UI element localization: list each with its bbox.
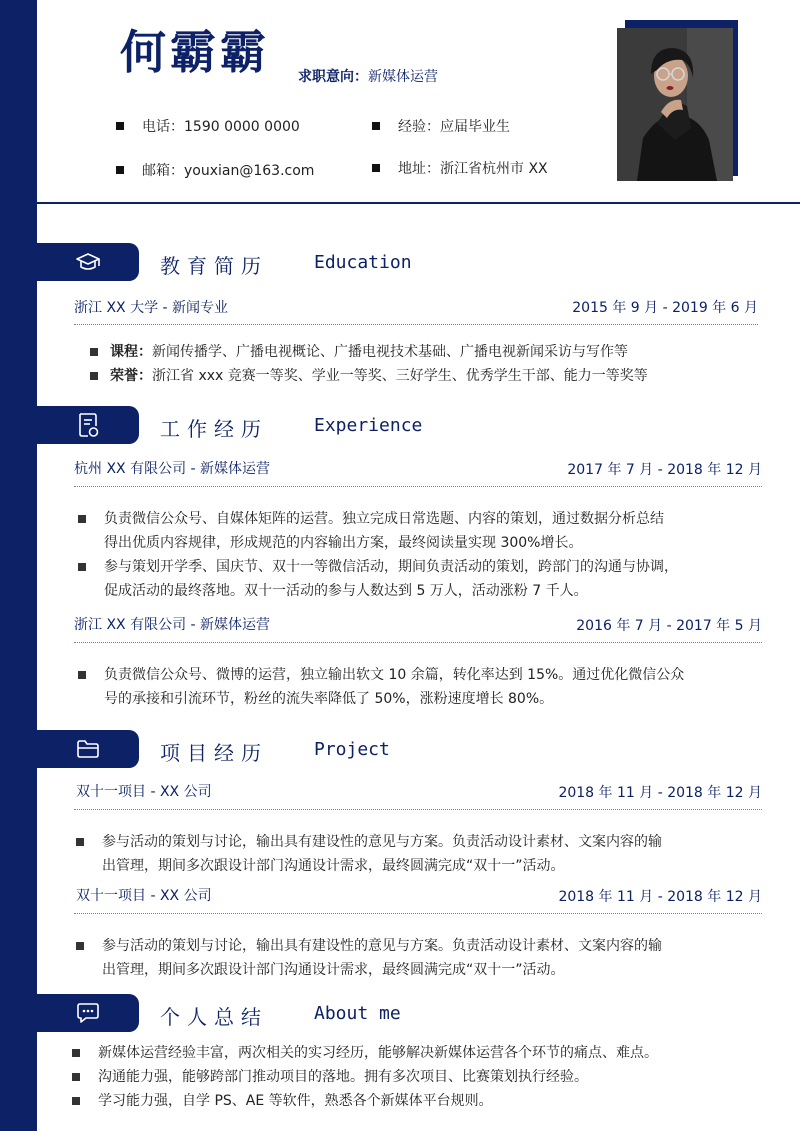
bullet-square-icon xyxy=(76,942,84,950)
summary-item-text: 新媒体运营经验丰富，两次相关的实习经历，能够解决新媒体运营各个环节的痛点、难点。 xyxy=(98,1045,658,1061)
education-school: 浙江 XX 大学 - 新闻专业 xyxy=(74,300,229,316)
education-title: 教育简历 xyxy=(160,254,268,278)
list-item xyxy=(90,364,780,388)
bullet-square-icon xyxy=(372,164,380,172)
work-company-1: 杭州 XX 有限公司 - 新媒体运营 xyxy=(74,461,271,477)
header-divider xyxy=(37,202,800,204)
folder-icon xyxy=(76,739,100,759)
bullet-square-icon xyxy=(116,166,124,174)
list-item xyxy=(72,1065,780,1089)
left-sidebar-bar xyxy=(0,0,37,1131)
project-date-2: 2018 年 11 月 - 2018 年 12 月 xyxy=(558,889,762,905)
list-item xyxy=(78,663,778,711)
email-text: 邮箱：youxian@163.com xyxy=(142,163,315,179)
list-item xyxy=(76,934,776,982)
summary-item-text: 学习能力强，自学 PS、AE 等软件，熟悉各个新媒体平台规则。 xyxy=(98,1093,493,1109)
profile-photo xyxy=(617,28,733,181)
work-item-line: 得出优质内容规律，形成规范的内容输出方案，最终阅读量实现 300%增长。 xyxy=(104,535,583,551)
project-title: 项目经历 xyxy=(160,741,268,765)
honor-text: 浙江省 xxx 竞赛一等奖、学业一等奖、三好学生、优秀学生干部、能力一等奖等 xyxy=(152,368,648,384)
project-item-line: 参与活动的策划与讨论，输出具有建设性的意见与方案。负责活动设计素材、文案内容的输 xyxy=(102,834,662,850)
bullet-square-icon xyxy=(78,563,86,571)
bullet-square-icon xyxy=(78,515,86,523)
work-date-2: 2016 年 7 月 - 2017 年 5 月 xyxy=(576,618,762,634)
work-item-line: 促成活动的最终落地。双十一活动的参与人数达到 5 万人，活动涨粉 7 千人。 xyxy=(104,583,588,599)
job-intent-value: 新媒体运营 xyxy=(368,69,438,85)
bullet-square-icon xyxy=(90,372,98,380)
work-item-line: 参与策划开学季、国庆节、双十一等微信活动，期间负责活动的策划，跨部门的沟通与协调， xyxy=(104,559,678,575)
project-name-2: 双十一项目 - XX 公司 xyxy=(76,888,212,904)
work-date-1: 2017 年 7 月 - 2018 年 12 月 xyxy=(567,462,762,478)
summary-item-text: 沟通能力强，能够跨部门推动项目的落地。拥有多次项目、比赛策划执行经验。 xyxy=(98,1069,588,1085)
work-item-line: 号的承接和引流环节，粉丝的流失率降低了 50%，涨粉速度增长 80%。 xyxy=(104,691,554,707)
candidate-name: 何霸霸 xyxy=(120,25,270,79)
address-text: 地址：浙江省杭州市 XX xyxy=(398,161,548,177)
experience-text: 经验：应届毕业生 xyxy=(398,119,510,135)
bullet-square-icon xyxy=(76,838,84,846)
list-item xyxy=(78,507,778,555)
summary-title: 个人总结 xyxy=(160,1005,268,1029)
bullet-square-icon xyxy=(116,122,124,130)
list-item xyxy=(76,830,776,878)
project-section-tab xyxy=(37,730,139,768)
dotted-divider xyxy=(74,642,762,643)
experience-title: 工作经历 xyxy=(160,417,268,441)
education-section-tab xyxy=(37,243,139,281)
phone-info xyxy=(116,116,300,136)
bullet-square-icon xyxy=(372,122,380,130)
work-item-line: 负责微信公众号、自媒体矩阵的运营。独立完成日常选题、内容的策划，通过数据分析总结 xyxy=(104,511,664,527)
bullet-square-icon xyxy=(72,1049,80,1057)
dotted-divider xyxy=(74,913,762,914)
phone-text: 电话：1590 0000 0000 xyxy=(142,119,300,135)
work-item-line: 负责微信公众号、微博的运营，独立输出软文 10 余篇，转化率达到 15%。通过优化微信公众 xyxy=(104,667,685,683)
bullet-square-icon xyxy=(90,348,98,356)
graduation-cap-icon xyxy=(75,251,101,273)
experience-section-tab xyxy=(37,406,139,444)
document-icon xyxy=(76,412,100,438)
experience-info xyxy=(372,116,510,136)
work-company-2: 浙江 XX 有限公司 - 新媒体运营 xyxy=(74,617,271,633)
dotted-divider xyxy=(74,324,758,325)
education-title-en: Education xyxy=(314,252,412,273)
experience-title-en: Experience xyxy=(314,415,423,436)
bullet-square-icon xyxy=(78,671,86,679)
project-item-line: 出管理，期间多次跟设计部门沟通设计需求，最终圆满完成“双十一”活动。 xyxy=(102,962,565,978)
project-item-line: 出管理，期间多次跟设计部门沟通设计需求，最终圆满完成“双十一”活动。 xyxy=(102,858,565,874)
project-name-1: 双十一项目 - XX 公司 xyxy=(76,784,212,800)
job-intent xyxy=(298,66,438,86)
bullet-square-icon xyxy=(72,1097,80,1105)
list-item xyxy=(90,340,780,364)
summary-title-en: About me xyxy=(314,1003,401,1024)
project-date-1: 2018 年 11 月 - 2018 年 12 月 xyxy=(558,785,762,801)
project-title-en: Project xyxy=(314,739,390,760)
project-item-line: 参与活动的策划与讨论，输出具有建设性的意见与方案。负责活动设计素材、文案内容的输 xyxy=(102,938,662,954)
dotted-divider xyxy=(74,486,762,487)
course-text: 新闻传播学、广播电视概论、广播电视技术基础、广播电视新闻采访与写作等 xyxy=(152,344,628,360)
bullet-square-icon xyxy=(72,1073,80,1081)
course-label: 课程： xyxy=(110,344,152,360)
dotted-divider xyxy=(74,809,762,810)
education-date: 2015 年 9 月 - 2019 年 6 月 xyxy=(572,300,758,316)
list-item xyxy=(78,555,778,603)
honor-label: 荣誉： xyxy=(110,368,152,384)
email-info xyxy=(116,160,314,180)
address-info xyxy=(372,158,548,178)
chat-icon xyxy=(76,1002,100,1024)
summary-section-tab xyxy=(37,994,139,1032)
list-item xyxy=(72,1089,780,1113)
job-intent-label: 求职意向： xyxy=(298,69,368,85)
list-item xyxy=(72,1041,780,1065)
